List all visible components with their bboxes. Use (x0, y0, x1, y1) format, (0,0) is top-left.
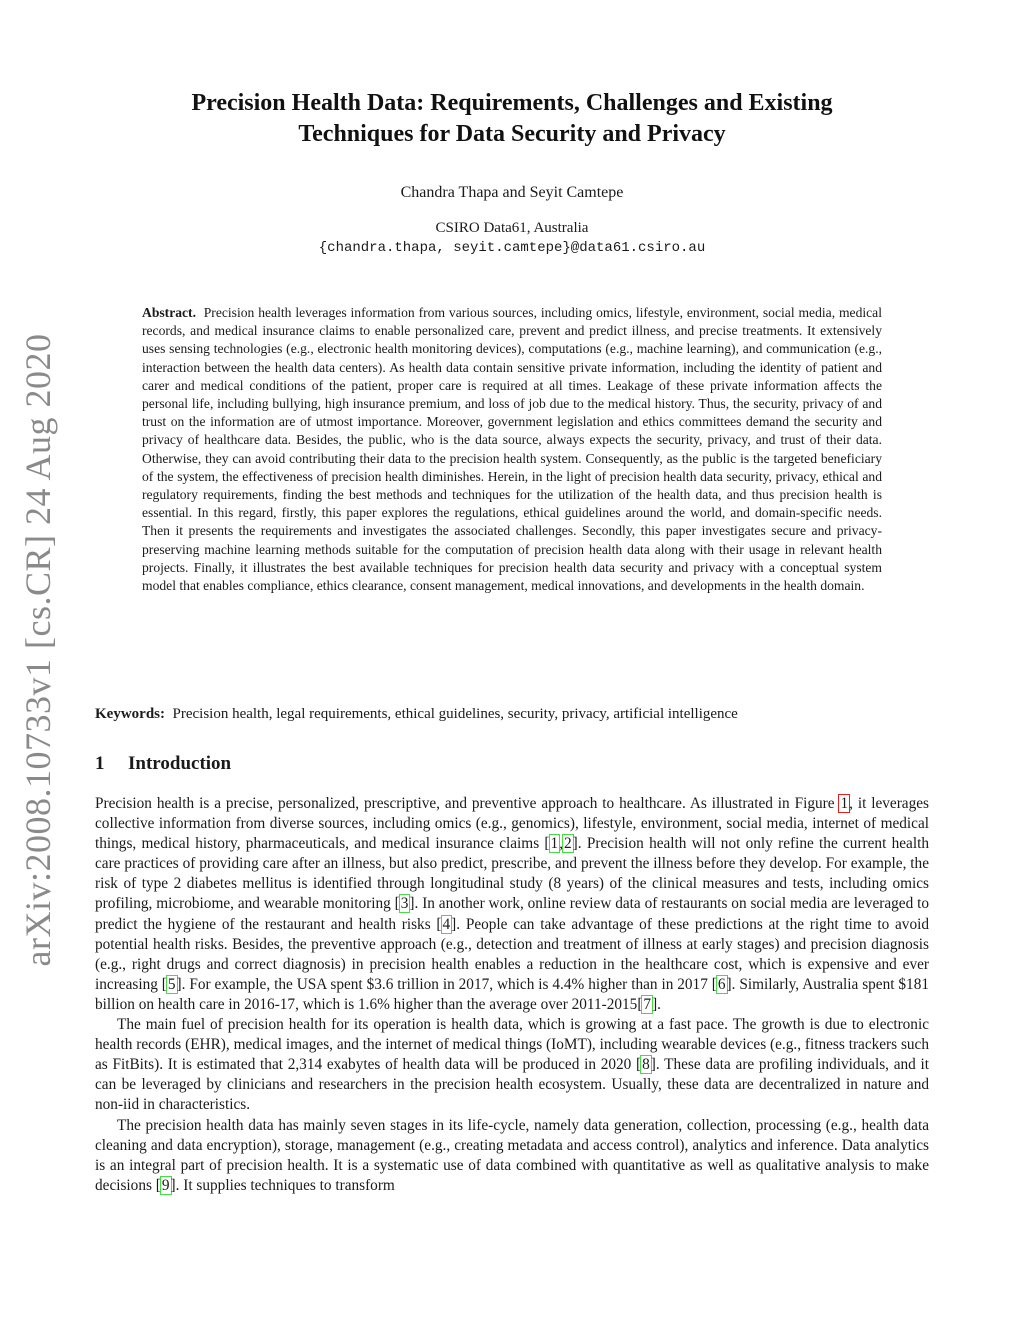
author-names: Chandra Thapa and Seyit Camtepe (400, 184, 624, 201)
keywords (95, 704, 929, 724)
citation-link[interactable]: 6 (717, 975, 726, 993)
title-line-2: Techniques for Data Security and Privacy (298, 121, 726, 147)
citation-link[interactable]: 5 (167, 975, 176, 993)
paragraph: Precision health is a precise, personalized, prescriptive, and preventive approach to healthcare. As illustrated in Figure 1, it leverages collective information from diverse sources, including omics (e.g., genomics), lifestyle, environment, social media, internet of medical things, medical history, pharmaceuticals, and medical insurance claims [1,2]. Precision health will not only refine the current health care practices of providing care after an illness, but also predict, prescribe, and prevent the illness before they develop. For example, the risk of type 2 diabetes mellitus is identified through longitudinal study (8 years) of the clinical measures and tests, including omics profiling, microbiome, and wearable monitoring [3]. In another work, online review data of restaurants on social media are leveraged to predict the hygiene of the restaurant and health risks [4]. People can take advantage of these predictions at the right time to avoid potential health risks. Besides, the preventive approach (e.g., detection and treatment of illness at early stages) and precision diagnosis (e.g., right drugs and correct diagnosis) in precision health enables a reduction in the healthcare cost, which is expensive and ever increasing [5]. For example, the USA spent $3.6 trillion in 2017, which is 4.4% higher than in 2017 [6]. Similarly, Australia spent $181 billion on health care in 2016-17, which is 1.6% higher than the average over 2011-2015[7]. (95, 795, 930, 1013)
citation-link[interactable]: 3 (400, 895, 409, 913)
paragraph: The precision health data has mainly seven stages in its life-cycle, namely data generation, collection, processing (e.g., health data cleaning and data encryption), storage, management (e.g., creating metadata and access control), analytics and inference. Data analytics is an integral part of precision health. It is a systematic use of data combined with quantitative as well as qualitative analysis to make decisions [9]. It supplies techniques to transform (95, 1116, 929, 1194)
title-line-1: Precision Health Data: Requirements, Challenges and Existing (191, 90, 833, 116)
abstract-label: Abstract. (142, 305, 196, 320)
keywords-text: Precision health, legal requirements, ethical guidelines, security, privacy, artificial intelligence (172, 706, 738, 722)
figure-reference-link[interactable]: 1 (840, 795, 849, 812)
author-affiliation: CSIRO Data61, Australia (435, 220, 589, 236)
citation-link[interactable]: 8 (642, 1056, 650, 1074)
citation-link[interactable]: 9 (161, 1176, 170, 1194)
abstract (142, 304, 882, 595)
paper-title (110, 88, 914, 150)
keywords-label: Keywords: (95, 706, 165, 722)
citation-link[interactable]: 2 (564, 835, 572, 853)
section-title: Introduction (128, 753, 232, 774)
abstract-text: Precision health leverages information from various sources, including omics, lifestyle, environment, social media, medical records, and medical insurance claims to enable personalized care, prevent and predict illness, and precise treatments. It extensively uses sensing technologies (e.g., electronic health monitoring devices), computations (e.g., machine learning), and communication (e.g., interaction between the health data centers). As health data contain sensitive private information, including the identity of patient and carer and medical conditions of the patient, proper care is required at all times. Leakage of these private information affects the personal life, including bullying, high insurance premium, and loss of job due to the medical history. Thus, the security, privacy of and trust on the information are of utmost importance. Moreover, government legislation and ethics committees demand the security and privacy of healthcare data. Besides, the public, who is the data source, always expects the security, privacy, and trust of their data. Otherwise, they can avoid contributing their data to the precision health system. Consequently, as the public is the targeted beneficiary of the system, the effectiveness of precision health diminishes. Herein, in the light of precision health data security, privacy, ethical and regulatory requirements, finding the best methods and techniques for the utilization of the health data, and thus precision health is essential. In this regard, firstly, this paper explores the regulations, ethical guidelines around the world, and domain-specific needs. Then it presents the requirements and investigates the associated challenges. Secondly, this paper investigates secure and privacy-preserving machine learning methods suitable for the computation of precision health data along with their usage in relevant health projects. Finally, it illustrates the best available techniques for precision health data security and privacy with a conceptual system model that enables compliance, ethics clearance, consent management, medical innovations, and developments in the health domain. (142, 305, 882, 594)
introduction-body (95, 794, 929, 1196)
paragraph: The main fuel of precision health for its operation is health data, which is growing at a fast pace. The growth is due to electronic health records (EHR), medical images, and the internet of medical things (IoMT), including wearable devices (e.g., fitness trackers such as FitBits). It is estimated that 2,314 exabytes of health data will be produced in 2020 [8]. These data are profiling individuals, and it can be leveraged by clinicians and researchers in the precision health ecosystem. Usually, these data are decentralized in nature and non-iid in characteristics. (95, 1016, 929, 1114)
citation-link[interactable]: 1 (550, 835, 559, 853)
arxiv-identifier-stamp (8, 330, 68, 970)
arxiv-identifier-text: arXiv:2008.10733v1 [cs.CR] 24 Aug 2020 (18, 333, 58, 967)
section-heading-introduction (95, 753, 231, 775)
citation-link[interactable]: 4 (442, 915, 451, 933)
section-number: 1 (95, 753, 105, 774)
citation-link[interactable]: 7 (643, 995, 652, 1013)
author-email: {chandra.thapa, seyit.camtepe}@data61.csiro.au (318, 240, 706, 256)
